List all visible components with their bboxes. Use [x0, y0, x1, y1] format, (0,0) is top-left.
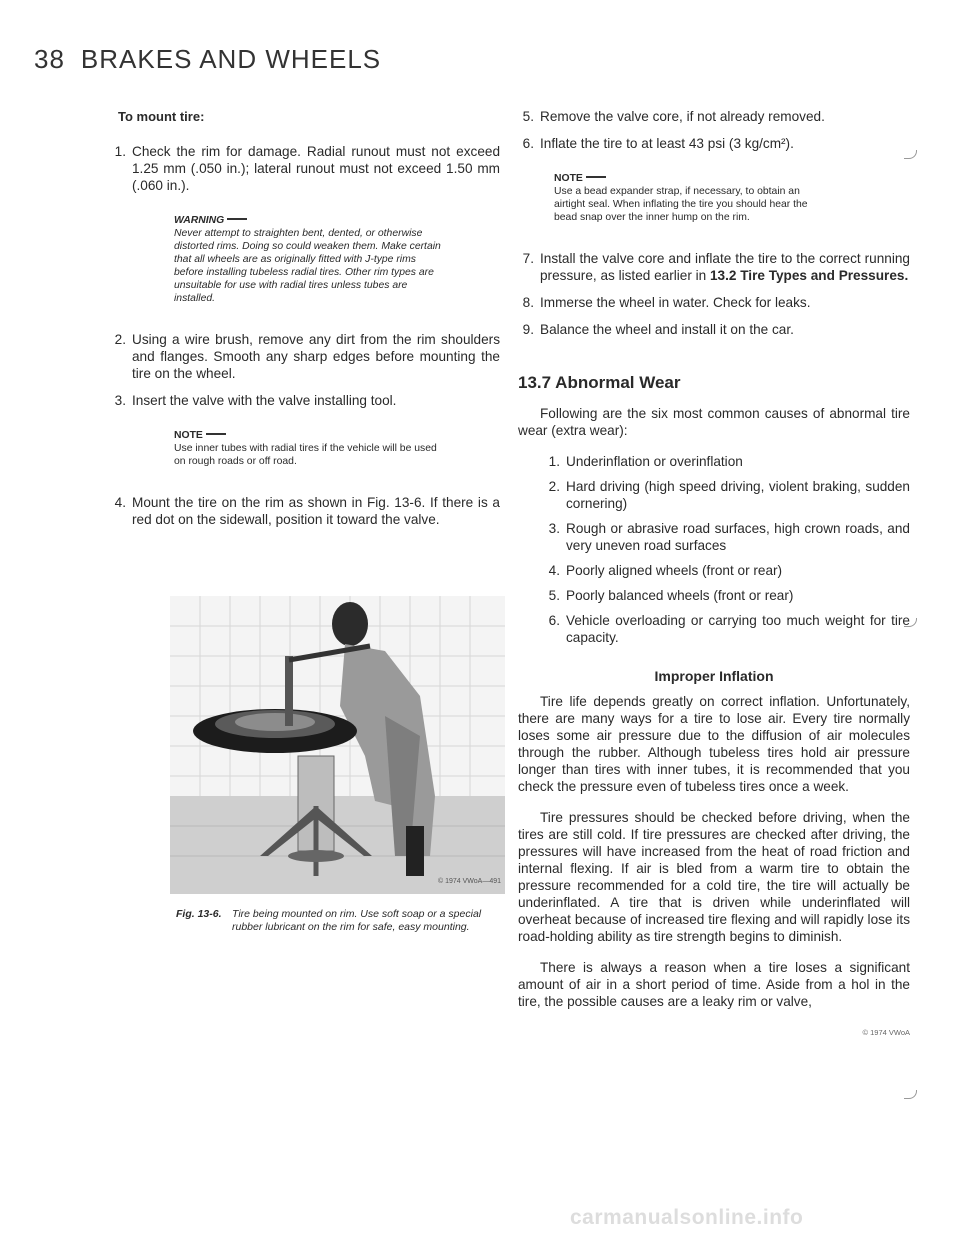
page-header — [34, 44, 381, 75]
step-text: Remove the valve core, if not already removed. — [540, 109, 825, 124]
item-number: 1. — [548, 454, 560, 469]
tire-mounting-photo — [170, 556, 505, 894]
step-number: 5. — [522, 109, 534, 124]
step-text: Immerse the wheel in water. Check for leaks. — [540, 295, 811, 310]
item-number: 3. — [548, 521, 560, 536]
section-title: 13.7 Abnormal Wear — [518, 373, 681, 392]
step-3 — [104, 392, 500, 409]
page-number: 38 — [34, 44, 65, 74]
warning-box — [174, 214, 444, 305]
step-7 — [518, 250, 910, 284]
note-box — [174, 429, 444, 468]
step-text — [540, 250, 910, 284]
step-number: 3. — [114, 393, 126, 408]
list-item — [518, 612, 910, 646]
step-number: 8. — [522, 295, 534, 310]
list-item — [518, 453, 910, 470]
figure-caption — [176, 908, 506, 934]
step-number: 2. — [114, 332, 126, 347]
paragraph: There is always a reason when a tire loses a significant amount of air in a short period of time. Aside from a hol in the tire, the possible causes are a leaky rim or valve, — [518, 960, 910, 1009]
item-number: 2. — [548, 479, 560, 494]
watermark-footer: carmanualsonline.info — [570, 1206, 804, 1229]
step-1 — [104, 143, 500, 194]
list-item — [518, 478, 910, 512]
left-column — [104, 108, 500, 934]
caption-label: Fig. 13-6. — [176, 908, 222, 920]
step-number: 6. — [522, 136, 534, 151]
warning-label: WARNING — [174, 214, 444, 227]
item-text: Underinflation or overinflation — [566, 454, 743, 469]
step-text: Inflate the tire to at least 43 psi (3 kg/cm²). — [540, 136, 794, 151]
warning-text: Never attempt to straighten bent, dented, or otherwise distorted rims. Doing so could weaken them. Make certain that all wheels are as originally fitted with J-type rims before installing tubeless radial tires. Other rim types are unsuitable for use with radial tires unless tubes are installed. — [174, 228, 441, 304]
item-number: 4. — [548, 563, 560, 578]
copyright-stamp: © 1974 VWoA — [862, 1028, 910, 1037]
step-number: 9. — [522, 322, 534, 337]
note-text: Use inner tubes with radial tires if the vehicle will be used on rough roads or off road. — [174, 443, 437, 467]
step-number: 7. — [522, 251, 534, 266]
step-6 — [518, 135, 910, 152]
section-intro: Following are the six most common causes of abnormal tire wear (extra wear): — [518, 406, 910, 438]
note-label: NOTE — [174, 429, 444, 442]
margin-mark — [904, 1090, 917, 1099]
step-5 — [518, 108, 910, 125]
step-text: Check the rim for damage. Radial runout must not exceed 1.25 mm (.050 in.); lateral runout must not exceed 1.50 mm (.060 in.). — [132, 144, 500, 193]
list-item — [518, 520, 910, 554]
item-number: 5. — [548, 588, 560, 603]
paragraph: Tire life depends greatly on correct inflation. Unfortunately, there are many ways for a tire to lose air. Every tire normally loses some air pressure due to the diffusion of air molecules through the rubber. Although tubeless tires hold air pressure longer than tires with inner tubes, it is recommended that you check the pressure even of tubeless tires once a week. — [518, 694, 910, 794]
item-number: 6. — [548, 613, 560, 628]
note-text: Use a bead expander strap, if necessary, to obtain an airtight seal. When inflating the tire you should hear the bead snap over the inner hump on the rim. — [554, 186, 808, 223]
step-4 — [104, 494, 500, 528]
figure-photo — [170, 556, 505, 894]
step-text: Mount the tire on the rim as shown in Fig. 13-6. If there is a red dot on the sidewall, position it toward the valve. — [132, 495, 500, 527]
step-number: 1. — [114, 144, 126, 159]
item-text: Hard driving (high speed driving, violent braking, sudden cornering) — [566, 479, 910, 511]
step-8 — [518, 294, 910, 311]
subsection-heading: Improper Inflation — [654, 668, 774, 684]
list-item — [518, 587, 910, 604]
item-text: Poorly balanced wheels (front or rear) — [566, 588, 794, 603]
list-item — [518, 562, 910, 579]
margin-mark — [904, 618, 917, 627]
mount-tire-heading: To mount tire: — [118, 109, 205, 124]
item-text: Poorly aligned wheels (front or rear) — [566, 563, 783, 578]
figure-credit: © 1974 VWoA—491 — [437, 878, 501, 885]
step-text: Balance the wheel and install it on the car. — [540, 322, 794, 337]
caption-text: Tire being mounted on rim. Use soft soap or a special rubber lubricant on the rim for safe, easy mounting. — [232, 908, 482, 933]
step-9 — [518, 321, 910, 338]
note-label: NOTE — [554, 172, 824, 185]
note-box-2 — [554, 172, 824, 224]
step-2 — [104, 331, 500, 382]
margin-mark — [904, 150, 917, 159]
step-text: Using a wire brush, remove any dirt from the rim shoulders and flanges. Smooth any sharp edges before mounting the tire on the wheel. — [132, 332, 500, 381]
step-text-main: Install the valve core and inflate the tire to the correct running pressure, as listed earlier in — [540, 251, 910, 283]
step-number: 4. — [114, 495, 126, 510]
paragraph: Tire pressures should be checked before driving, when the tires are still cold. If tire pressures are checked after driving, the pressures will have increased from the heat of road friction and internal flexing. If air is bled from a warm tire to obtain the pressure recommended for a cold tire, the tire will actually be underinflated. A tire that is driven while underinflated will overheat because of increased tire flexing and will rapidly lose its road-holding ability as tire strength begins to diminish. — [518, 810, 910, 944]
item-text: Vehicle overloading or carrying too much weight for tire capacity. — [566, 613, 910, 645]
cross-reference: 13.2 Tire Types and Pressures. — [710, 268, 909, 283]
causes-list — [518, 453, 910, 646]
chapter-title: BRAKES AND WHEELS — [80, 44, 382, 74]
right-column — [518, 108, 910, 1041]
item-text: Rough or abrasive road surfaces, high crown roads, and very uneven road surfaces — [566, 521, 910, 553]
step-text: Insert the valve with the valve installing tool. — [132, 393, 397, 408]
